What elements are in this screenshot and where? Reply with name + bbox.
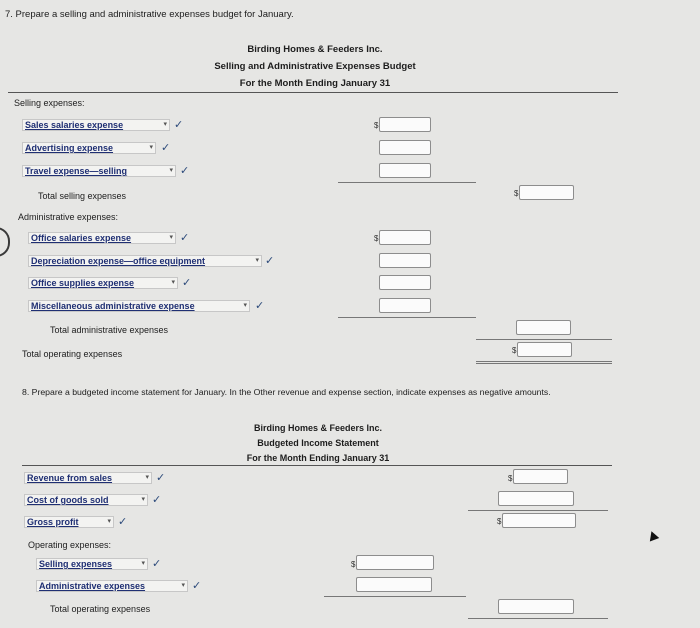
gross-profit-input[interactable] bbox=[502, 513, 576, 528]
dollar-sign: $ bbox=[351, 560, 356, 569]
misc-admin-dropdown[interactable]: Miscellaneous administrative expense ▾ bbox=[28, 300, 250, 312]
rule bbox=[476, 339, 612, 340]
budget-period: For the Month Ending January 31 bbox=[239, 78, 391, 89]
income-title: Budgeted Income Statement bbox=[257, 438, 379, 448]
total-admin-label: Total administrative expenses bbox=[50, 325, 169, 335]
check-icon: ✓ bbox=[255, 300, 265, 312]
office-salaries-input[interactable] bbox=[379, 230, 431, 245]
total-opex-label: Total operating expenses bbox=[50, 604, 151, 614]
revenue-dropdown[interactable]: Revenue from sales ▾ bbox=[24, 472, 152, 484]
admin-expenses-dropdown[interactable]: Administrative expenses ▾ bbox=[36, 580, 188, 592]
chevron-down-icon: ▾ bbox=[169, 234, 173, 241]
advertising-input[interactable] bbox=[379, 140, 431, 155]
total-operating-input[interactable] bbox=[517, 342, 572, 357]
travel-input[interactable] bbox=[379, 163, 431, 178]
budget-title: Selling and Administrative Expenses Budget bbox=[214, 61, 416, 72]
depreciation-dropdown[interactable]: Depreciation expense—office equipment ▾ bbox=[28, 255, 262, 267]
selling-expenses-input[interactable] bbox=[356, 555, 434, 570]
gross-profit-dropdown[interactable]: Gross profit ▾ bbox=[24, 516, 114, 528]
check-icon: ✓ bbox=[265, 255, 275, 267]
rule bbox=[476, 361, 612, 362]
income-period: For the Month Ending January 31 bbox=[246, 453, 390, 463]
chevron-down-icon: ▾ bbox=[141, 496, 145, 503]
dollar-sign: $ bbox=[512, 346, 517, 355]
rule bbox=[338, 182, 476, 183]
dollar-sign: $ bbox=[374, 121, 379, 130]
chevron-down-icon: ▾ bbox=[171, 279, 175, 286]
double-rule bbox=[476, 363, 612, 364]
office-supplies-input[interactable] bbox=[379, 275, 431, 290]
header-rule bbox=[8, 92, 618, 93]
chevron-down-icon: ▾ bbox=[107, 518, 111, 525]
check-icon: ✓ bbox=[174, 119, 184, 131]
income-company: Birding Homes & Feeders Inc. bbox=[253, 423, 383, 433]
check-icon: ✓ bbox=[118, 516, 128, 528]
admin-expenses-input[interactable] bbox=[356, 577, 432, 592]
travel-dropdown[interactable]: Travel expense—selling ▾ bbox=[22, 165, 176, 177]
cogs-input[interactable] bbox=[498, 491, 574, 506]
admin-heading: Administrative expenses: bbox=[18, 212, 119, 222]
check-icon: ✓ bbox=[180, 232, 190, 244]
total-admin-input[interactable] bbox=[516, 320, 571, 335]
opex-heading: Operating expenses: bbox=[28, 540, 112, 550]
chevron-down-icon: ▾ bbox=[149, 144, 153, 151]
dollar-sign: $ bbox=[374, 234, 379, 243]
check-icon: ✓ bbox=[156, 472, 166, 484]
check-icon: ✓ bbox=[152, 494, 162, 506]
check-icon: ✓ bbox=[152, 558, 162, 570]
check-icon: ✓ bbox=[182, 277, 192, 289]
advertising-dropdown[interactable]: Advertising expense ▾ bbox=[22, 142, 156, 154]
office-salaries-dropdown[interactable]: Office salaries expense ▾ bbox=[28, 232, 176, 244]
dollar-sign: $ bbox=[514, 189, 519, 198]
question-7: 7. Prepare a selling and administrative expenses budget for January. bbox=[5, 9, 294, 20]
selling-expenses-dropdown[interactable]: Selling expenses ▾ bbox=[36, 558, 148, 570]
header-rule bbox=[22, 465, 612, 466]
check-icon: ✓ bbox=[192, 580, 202, 592]
depreciation-input[interactable] bbox=[379, 253, 431, 268]
total-selling-input[interactable] bbox=[519, 185, 574, 200]
cogs-dropdown[interactable]: Cost of goods sold ▾ bbox=[24, 494, 148, 506]
chevron-down-icon: ▾ bbox=[145, 474, 149, 481]
chevron-down-icon: ▾ bbox=[255, 257, 259, 264]
chevron-down-icon: ▾ bbox=[141, 560, 145, 567]
office-supplies-dropdown[interactable]: Office supplies expense ▾ bbox=[28, 277, 178, 289]
total-operating-label: Total operating expenses bbox=[22, 349, 123, 359]
question-8: 8. Prepare a budgeted income statement for January. In the Other revenue and expense section, indicate expenses as negative amounts. bbox=[22, 387, 551, 397]
dollar-sign: $ bbox=[508, 474, 513, 483]
selling-heading: Selling expenses: bbox=[14, 98, 85, 108]
total-opex-input[interactable] bbox=[498, 599, 574, 614]
check-icon: ✓ bbox=[161, 142, 171, 154]
budget-company: Birding Homes & Feeders Inc. bbox=[247, 44, 383, 55]
chevron-down-icon: ▾ bbox=[163, 121, 167, 128]
sales-salaries-dropdown[interactable]: Sales salaries expense ▾ bbox=[22, 119, 170, 131]
rule bbox=[324, 596, 466, 597]
mouse-cursor-icon bbox=[647, 530, 659, 542]
rule bbox=[468, 618, 608, 619]
check-icon: ✓ bbox=[180, 165, 190, 177]
chevron-down-icon: ▾ bbox=[243, 302, 247, 309]
revenue-input[interactable] bbox=[513, 469, 568, 484]
chevron-down-icon: ▾ bbox=[169, 167, 173, 174]
sales-salaries-input[interactable] bbox=[379, 117, 431, 132]
chevron-down-icon: ▾ bbox=[181, 582, 185, 589]
misc-admin-input[interactable] bbox=[379, 298, 431, 313]
total-selling-label: Total selling expenses bbox=[38, 191, 127, 201]
dollar-sign: $ bbox=[497, 517, 502, 526]
cursor-bracket bbox=[0, 227, 10, 257]
rule bbox=[338, 317, 476, 318]
rule bbox=[468, 510, 608, 511]
